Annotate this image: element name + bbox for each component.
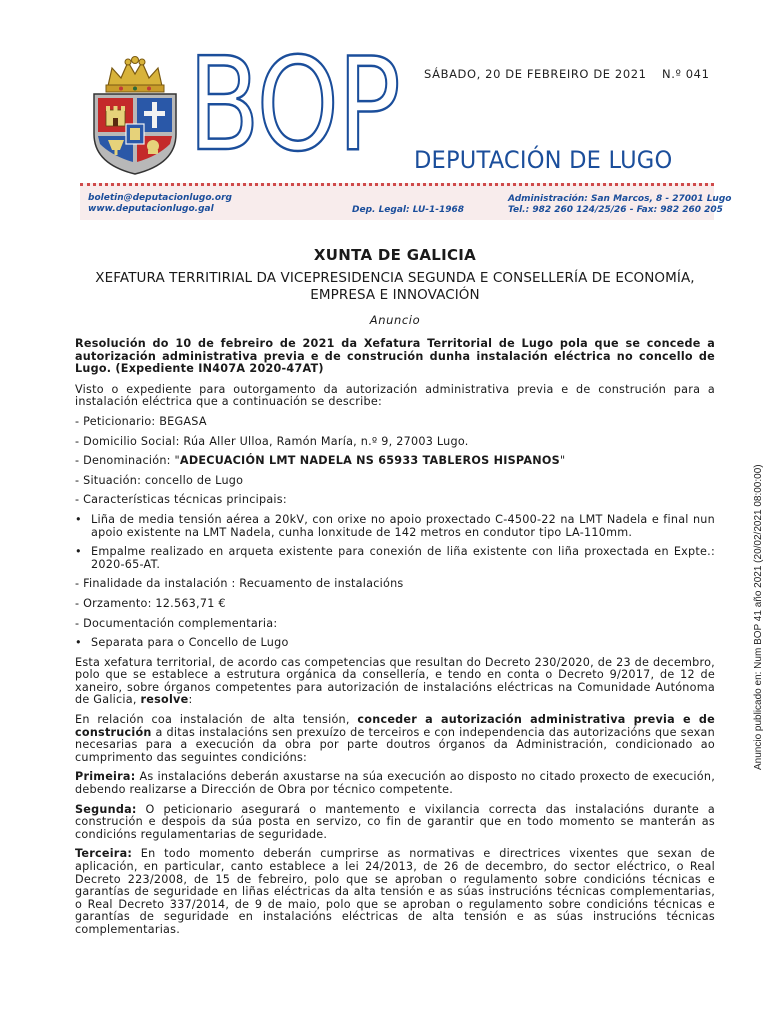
petitioner-line: - Peticionario: BEGASA	[75, 414, 207, 428]
contact-email: boletin@deputacionlugo.org	[88, 193, 232, 203]
section-heading	[75, 246, 715, 327]
condition-second	[75, 804, 715, 842]
contact-website: www.deputacionlugo.gal	[88, 204, 214, 214]
condition-third-label: Terceira:	[75, 847, 133, 861]
issue-date: SÁBADO, 20 DE FEBREIRO DE 2021	[424, 67, 647, 81]
address-line: - Domicilio Social: Rúa Aller Ulloa, Ramón María, n.º 9, 27003 Lugo.	[75, 434, 469, 448]
document-type: Anuncio	[369, 313, 421, 327]
condition-third	[75, 848, 715, 936]
resolve-end: :	[188, 693, 193, 707]
bullet: •	[75, 545, 82, 559]
relation-bold: conceder a autorización administrativa previa e de construción	[75, 713, 715, 739]
coat-of-arms-logo	[86, 56, 184, 176]
relation-end: a ditas instalacións sen prexuízo de terceiros e con independencia das autorizacións que sexan necesarias para a execución da obra por parte doutros órganos da Administración, condicionado ao cumprimento das seguintes condicións:	[75, 725, 715, 764]
denomination-line	[75, 455, 715, 468]
condition-second-text: O peticionario asegurará o mantemento e vixilancia correcta das instalacións durante a construción e despois da súa posta en servizo, co fin de garantir que en todo momento se manterán as condicións regulamentarias de seguridade.	[75, 802, 715, 841]
bop-logo-text: BOP	[188, 31, 400, 180]
resolution-title: Resolución do 10 de febreiro de 2021 da Xefatura Territorial de Lugo pola que se concede a autorización administrativa previa e de construción dunha instalación eléctrica no concello de Lugo. (Expediente IN407A 2020-47AT)	[75, 337, 715, 376]
publication-side-note: Anuncio publicado en: Num BOP 41 año 2021 (20/02/2021 08:00:00)	[753, 464, 764, 770]
condition-first	[75, 771, 715, 796]
legal-deposit: Dep. Legal: LU-1-1968	[352, 205, 465, 215]
contact-address: Administración: San Marcos, 8 - 27001 Lugo	[508, 194, 732, 204]
relation-paragraph	[75, 714, 715, 764]
list-item-text: Separata para o Concello de Lugo	[91, 636, 289, 650]
intro-paragraph: Visto o expediente para outorgamento da autorización administrativa previa e de construción para a instalación eléctrica que a continuación se describe:	[75, 382, 715, 409]
bullet: •	[75, 636, 82, 650]
institution-title: XUNTA DE GALICIA	[313, 246, 477, 264]
resolve-paragraph	[75, 657, 715, 707]
document-body	[75, 338, 715, 944]
bullet: •	[75, 512, 82, 526]
docs-label: - Documentación complementaria:	[75, 616, 278, 630]
publisher-name: DEPUTACIÓN DE LUGO	[414, 146, 673, 174]
denomination-value: ADECUACIÓN LMT NADELA NS 65933 TABLEROS HISPANOS	[179, 454, 560, 468]
purpose-line: - Finalidade da instalación : Recuamento de instalacións	[75, 577, 404, 591]
resolve-word: resolve	[140, 693, 189, 707]
list-item	[75, 637, 715, 650]
issue-number: N.º 041	[662, 67, 710, 81]
resolve-text: Esta xefatura territorial, de acordo cas competencias que resultan do Decreto 230/2020, de 23 de decembro, polo que se establece a estrutura orgánica da consellería, e tendo en conta o Decreto 9/2017, de 12 de xaneiro, sobre órganos competentes para autorización de instalacións eléctricas na Comunidade Autónoma de Galicia,	[75, 655, 715, 707]
denomination-label: - Denominación: "	[75, 454, 180, 468]
relation-start: En relación coa instalación de alta tensión,	[75, 713, 358, 727]
list-item-text: Empalme realizado en arqueta existente para conexión de liña existente con liña proxectada en Expte.: 2020-65-AT.	[91, 545, 715, 571]
technical-label: - Características técnicas principais:	[75, 493, 287, 507]
budget-line: - Orzamento: 12.563,71 €	[75, 596, 226, 610]
list-item	[75, 546, 715, 571]
condition-first-label: Primeira:	[75, 770, 136, 784]
department-title: XEFATURA TERRITIRIAL DA VICEPRESIDENCIA SEGUNDA E CONSELLERÍA DE ECONOMÍA, EMPRESA E INNOVACIÓN	[95, 270, 695, 303]
technical-list	[75, 514, 715, 571]
header	[0, 0, 770, 220]
docs-list	[75, 637, 715, 650]
condition-second-label: Segunda:	[75, 802, 137, 816]
list-item	[75, 514, 715, 539]
contact-phone: Tel.: 982 260 124/25/26 - Fax: 982 260 205	[508, 205, 723, 215]
location-line: - Situación: concello de Lugo	[75, 473, 244, 487]
list-item-text: Liña de media tensión aérea a 20kV, con orixe no apoio proxectado C-4500-22 na LMT Nadela e final nun apoio existente na LMT Nadela, cunha lonxitude de 142 metros en condutor tipo LA-110mm.	[91, 512, 715, 539]
condition-first-text: As instalacións deberán axustarse na súa execución ao disposto no citado proxecto de execución, debendo realizarse a Dirección de Obra por técnico competente.	[75, 770, 715, 797]
condition-third-text: En todo momento deberán cumprirse as normativas e directrices vixentes que sexan de aplicación, en particular, canto establece a lei 24/2013, de 26 de decembro, do sector eléctrico, o Real Decreto 223/2008, de 15 de febreiro, polo que se aproban o regulamento sobre condicións técnicas e garantías de seguridade en liñas eléctricas da alta tensión e as súas instrucións técnicas complementarias, o Real Decreto 337/2014, de 9 de maio, polo que se aproban o regulamento sobre condicións técnicas e garantías de seguridade en instalacións eléctricas de alta tensión e as súas instrucións técnicas complementarias.	[75, 847, 715, 936]
denomination-close: "	[559, 454, 566, 468]
contact-band	[80, 183, 732, 220]
